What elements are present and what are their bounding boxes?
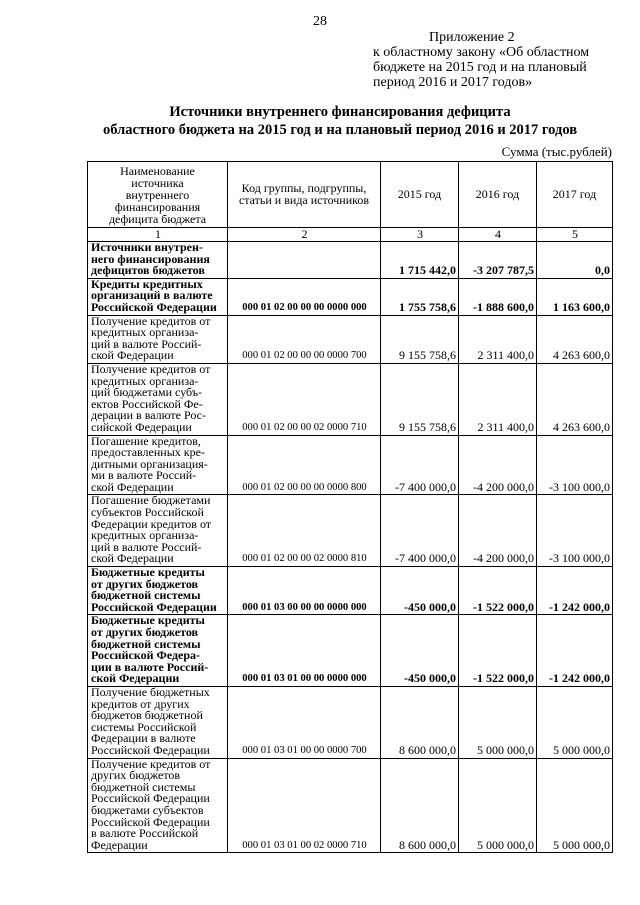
row-value-2015: -7 400 000,0 <box>381 495 459 567</box>
row-name-line: Российской Федера- <box>91 648 201 663</box>
row-value-2016: -4 200 000,0 <box>459 435 537 495</box>
row-name-line: Погашение бюджетами <box>91 493 211 508</box>
row-value-2017: 5 000 000,0 <box>537 686 613 758</box>
column-number: 1 <box>88 228 228 242</box>
row-value-2017: 1 163 600,0 <box>537 278 613 315</box>
row-name <box>88 615 228 687</box>
table-row <box>88 615 613 687</box>
row-value-2017: 5 000 000,0 <box>537 758 613 853</box>
row-name <box>88 495 228 567</box>
row-value-2016: -1 522 000,0 <box>459 567 537 615</box>
row-value-2016: -3 207 787,5 <box>459 242 537 279</box>
row-name-line: Получение кредитов от <box>91 756 211 771</box>
row-value-2015: 9 155 758,6 <box>381 315 459 363</box>
table-row <box>88 758 613 853</box>
row-code: 000 01 02 00 00 02 0000 810 <box>228 495 381 567</box>
row-name-line: бюджетов бюджетной <box>91 708 203 723</box>
row-value-2015: -450 000,0 <box>381 615 459 687</box>
row-value-2015: 1 755 758,6 <box>381 278 459 315</box>
header-2015: 2015 год <box>381 162 459 228</box>
table-row <box>88 363 613 435</box>
header-name-line: дефицита бюджета <box>108 211 207 226</box>
row-code: 000 01 03 01 00 00 0000 000 <box>228 615 381 687</box>
row-name-line: Российской Федерации <box>91 599 217 614</box>
appendix-line: Приложение 2 <box>429 30 515 45</box>
row-name-line: Погашение кредитов, <box>91 433 201 448</box>
header-name-line: источника <box>131 175 184 190</box>
header-row <box>88 162 613 228</box>
row-name-line: Получение бюджетных <box>91 684 210 699</box>
row-code <box>228 242 381 279</box>
row-value-2015: -7 400 000,0 <box>381 435 459 495</box>
row-code: 000 01 02 00 00 00 0000 000 <box>228 278 381 315</box>
header-name <box>88 162 228 228</box>
units-label: Сумма (тыс.рублей) <box>501 144 612 159</box>
row-name-line: него финансирования <box>91 251 210 266</box>
row-name <box>88 315 228 363</box>
page-number: 28 <box>313 14 327 29</box>
row-name-line: ций в валюте Россий- <box>91 336 202 351</box>
row-name-line: кредитных организа- <box>91 528 199 543</box>
row-name-line: ской Федерации <box>91 348 174 363</box>
row-value-2015: -450 000,0 <box>381 567 459 615</box>
row-name-line: субъектов Российской <box>91 505 204 520</box>
row-value-2016: 5 000 000,0 <box>459 758 537 853</box>
row-name <box>88 567 228 615</box>
row-name-line: Федерации кредитов от <box>91 516 212 531</box>
row-value-2016: -1 888 600,0 <box>459 278 537 315</box>
row-name-line: сийской Федерации <box>91 419 192 434</box>
row-code: 000 01 02 00 00 00 0000 700 <box>228 315 381 363</box>
row-name-line: ской Федерации <box>91 671 180 686</box>
document-title <box>40 103 640 139</box>
title-line: областного бюджета на 2015 год и на плановый период 2016 и 2017 годов <box>102 122 578 138</box>
row-name-line: бюджетами субъектов <box>91 802 204 817</box>
row-name-line: кредитных организа- <box>91 325 199 340</box>
row-name-line: Источники внутрен- <box>91 240 203 254</box>
row-name-line: системы Российской <box>91 719 197 734</box>
row-value-2017: -3 100 000,0 <box>537 435 613 495</box>
row-code: 000 01 02 00 00 02 0000 710 <box>228 363 381 435</box>
row-name-line: дитными организация- <box>91 456 208 471</box>
row-name-line: в валюте Российской <box>91 826 199 841</box>
row-value-2017: -1 242 000,0 <box>537 615 613 687</box>
title-line: Источники внутреннего финансирования дефицита <box>169 104 511 120</box>
row-name-line: ций в валюте Россий- <box>91 539 202 554</box>
row-value-2017: -3 100 000,0 <box>537 495 613 567</box>
financing-table <box>87 161 613 853</box>
header-code <box>228 162 381 228</box>
row-value-2015: 1 715 442,0 <box>381 242 459 279</box>
row-value-2015: 8 600 000,0 <box>381 758 459 853</box>
row-name-line: ской Федерации <box>91 551 174 566</box>
row-name-line: других бюджетов <box>91 768 181 783</box>
row-name-line: ектов Российской Фе- <box>91 396 203 411</box>
row-name-line: дефицитов бюджетов <box>91 263 205 278</box>
row-name-line: от других бюджетов <box>91 625 199 639</box>
table-row <box>88 435 613 495</box>
row-name <box>88 758 228 853</box>
header-2016: 2016 год <box>459 162 537 228</box>
row-name-line: от других бюджетов <box>91 576 199 591</box>
row-code: 000 01 02 00 00 00 0000 800 <box>228 435 381 495</box>
row-name-line: Российской Федерации <box>91 742 210 757</box>
row-name-line: Бюджетные кредиты <box>91 613 205 628</box>
column-number: 2 <box>228 228 381 242</box>
row-name-line: предоставленных кре- <box>91 445 205 460</box>
row-name-line: Российской Федерации <box>91 791 210 806</box>
table-body <box>88 242 613 853</box>
row-name-line: Федерации в валюте <box>91 731 196 746</box>
table-row <box>88 495 613 567</box>
row-name-line: Кредиты кредитных <box>91 276 203 291</box>
row-code: 000 01 03 01 00 00 0000 700 <box>228 686 381 758</box>
row-value-2017: -1 242 000,0 <box>537 567 613 615</box>
row-value-2016: 2 311 400,0 <box>459 315 537 363</box>
appendix-line: к областному закону «Об областном <box>373 45 590 60</box>
row-value-2016: -4 200 000,0 <box>459 495 537 567</box>
header-code-line: Код группы, подгруппы, <box>241 180 367 195</box>
column-number: 4 <box>459 228 537 242</box>
row-value-2017: 4 263 600,0 <box>537 315 613 363</box>
header-code-line: статьи и вида источников <box>238 192 370 207</box>
row-value-2016: -1 522 000,0 <box>459 615 537 687</box>
row-name <box>88 686 228 758</box>
row-value-2015: 8 600 000,0 <box>381 686 459 758</box>
row-code: 000 01 03 01 00 02 0000 710 <box>228 758 381 853</box>
row-name <box>88 435 228 495</box>
row-name-line: ской Федерации <box>91 479 174 494</box>
column-number: 5 <box>537 228 613 242</box>
table-row <box>88 315 613 363</box>
row-name-line: кредитов от других <box>91 696 190 711</box>
appendix-line: период 2016 и 2017 годов» <box>373 75 533 90</box>
table-row <box>88 567 613 615</box>
row-name-line: ций бюджетами субъ- <box>91 385 203 400</box>
header-name-line: внутреннего <box>125 187 190 202</box>
row-name-line: дерации в валюте Рос- <box>91 408 206 423</box>
header-name-line: финансирования <box>114 199 201 214</box>
row-name-line: Получение кредитов от <box>91 313 211 328</box>
row-name-line: бюджетной системы <box>91 779 196 794</box>
row-name-line: бюджетной системы <box>91 636 201 651</box>
row-name-line: бюджетной системы <box>91 588 201 603</box>
row-name-line: Федерации <box>91 837 148 852</box>
row-name-line: ции в валюте Россий- <box>91 659 209 674</box>
row-value-2016: 2 311 400,0 <box>459 363 537 435</box>
row-name-line: кредитных организа- <box>91 373 199 388</box>
row-name <box>88 242 228 279</box>
row-name-line: ми в валюте Россий- <box>91 468 197 483</box>
table-row <box>88 686 613 758</box>
row-name-line: организаций в валюте <box>91 288 213 303</box>
row-code: 000 01 03 00 00 00 0000 000 <box>228 567 381 615</box>
column-number: 3 <box>381 228 459 242</box>
row-name-line: Бюджетные кредиты <box>91 565 205 580</box>
row-name-line: Получение кредитов от <box>91 361 211 376</box>
row-value-2017: 0,0 <box>537 242 613 279</box>
row-value-2017: 4 263 600,0 <box>537 363 613 435</box>
header-name-line: Наименование <box>120 163 195 178</box>
row-name <box>88 363 228 435</box>
row-name-line: Российской Федерации <box>91 299 217 314</box>
row-value-2015: 9 155 758,6 <box>381 363 459 435</box>
row-value-2016: 5 000 000,0 <box>459 686 537 758</box>
appendix-line: бюджете на 2015 год и на плановый <box>373 60 587 75</box>
header-2017: 2017 год <box>537 162 613 228</box>
table-row <box>88 278 613 315</box>
row-name-line: Российской Федерации <box>91 814 210 829</box>
row-name <box>88 278 228 315</box>
table-row <box>88 242 613 279</box>
appendix-note <box>373 30 635 90</box>
